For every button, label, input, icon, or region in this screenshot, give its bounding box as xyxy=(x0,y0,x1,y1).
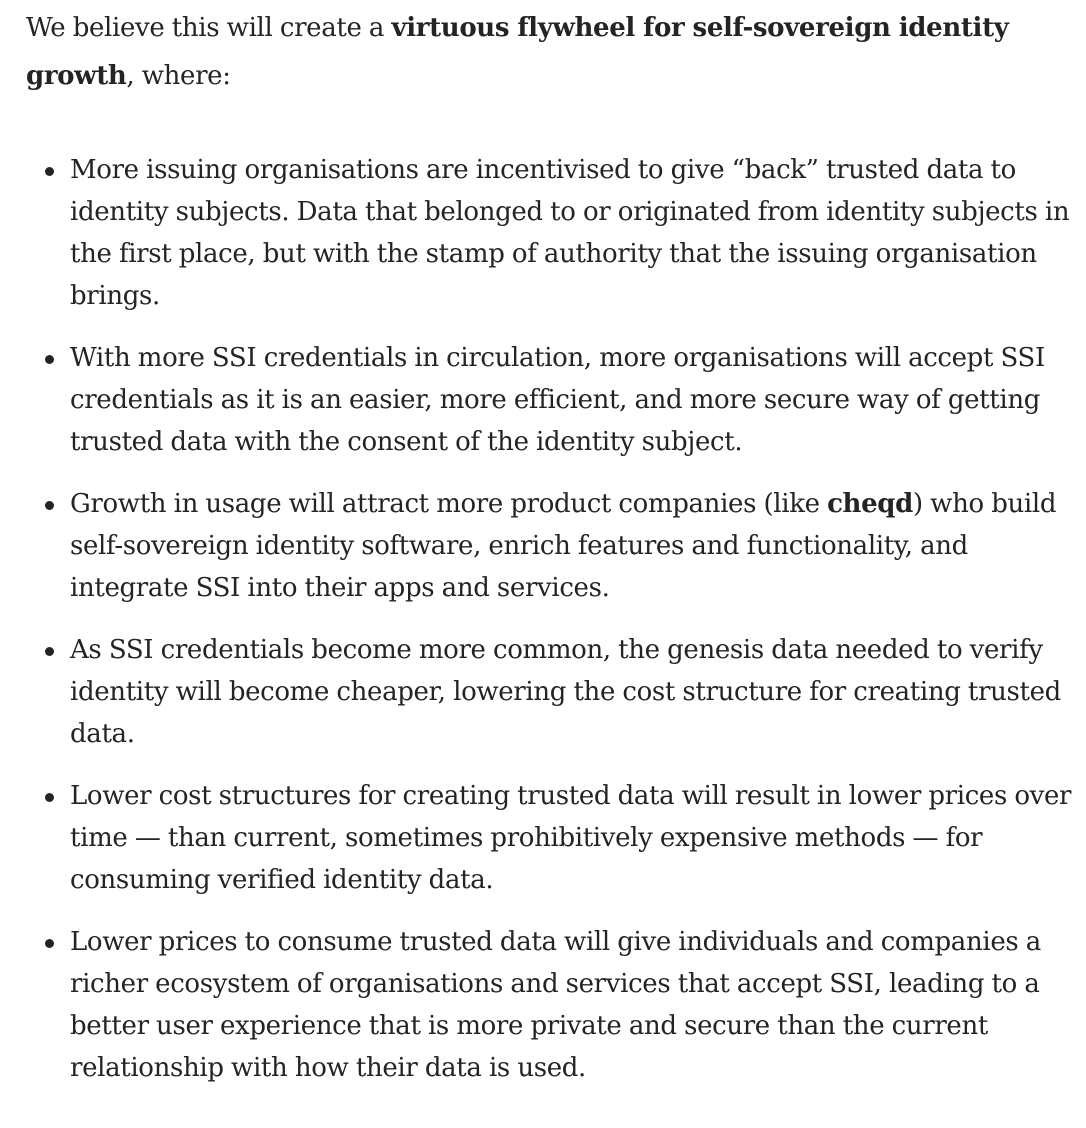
bullet-icon xyxy=(45,355,54,364)
list-item xyxy=(26,775,1076,901)
intro-prefix: We believe this will create a xyxy=(26,13,392,43)
list-item-text: With more SSI credentials in circulation, more organisations will accept SSI credentials as it is an easier, more efficient, and more secure way of getting trusted data with the consent of the identity subject. xyxy=(70,343,1045,457)
list-item-text-after: ) who build self-sovereign identity software, enrich features and functionality, and integrate SSI into their apps and services. xyxy=(70,489,1057,603)
bullet-icon xyxy=(45,793,54,802)
article-body xyxy=(26,4,1076,1109)
bullet-icon xyxy=(45,939,54,948)
cheqd-emphasis: cheqd xyxy=(827,489,913,519)
list-item xyxy=(26,149,1076,317)
list-item xyxy=(26,921,1076,1089)
list-item-text-before: Growth in usage will attract more product companies (like xyxy=(70,489,828,519)
flywheel-list xyxy=(26,149,1076,1089)
bullet-icon xyxy=(45,501,54,510)
list-item xyxy=(26,483,1076,609)
bullet-icon xyxy=(45,167,54,176)
bullet-icon xyxy=(45,647,54,656)
list-item xyxy=(26,337,1076,463)
list-item-text: More issuing organisations are incentivised to give “back” trusted data to identity subjects. Data that belonged to or originated from identity subjects in the first place, but with the stamp of authority that the issuing organisation brings. xyxy=(70,155,1070,311)
list-item-text: Lower prices to consume trusted data will give individuals and companies a richer ecosystem of organisations and services that accept SSI, leading to a better user experience that is more private and secure than the current relationship with how their data is used. xyxy=(70,927,1041,1083)
list-item-text: Lower cost structures for creating trusted data will result in lower prices over time — than current, sometimes prohibitively expensive methods — for consuming verified identity data. xyxy=(70,781,1072,895)
intro-paragraph xyxy=(26,4,1076,100)
list-item xyxy=(26,629,1076,755)
intro-emphasis: virtuous flywheel for self-sovereign identity growth xyxy=(26,13,1009,91)
intro-suffix: , where: xyxy=(126,61,231,91)
list-item-text: As SSI credentials become more common, the genesis data needed to verify identity will become cheaper, lowering the cost structure for creating trusted data. xyxy=(70,635,1061,749)
